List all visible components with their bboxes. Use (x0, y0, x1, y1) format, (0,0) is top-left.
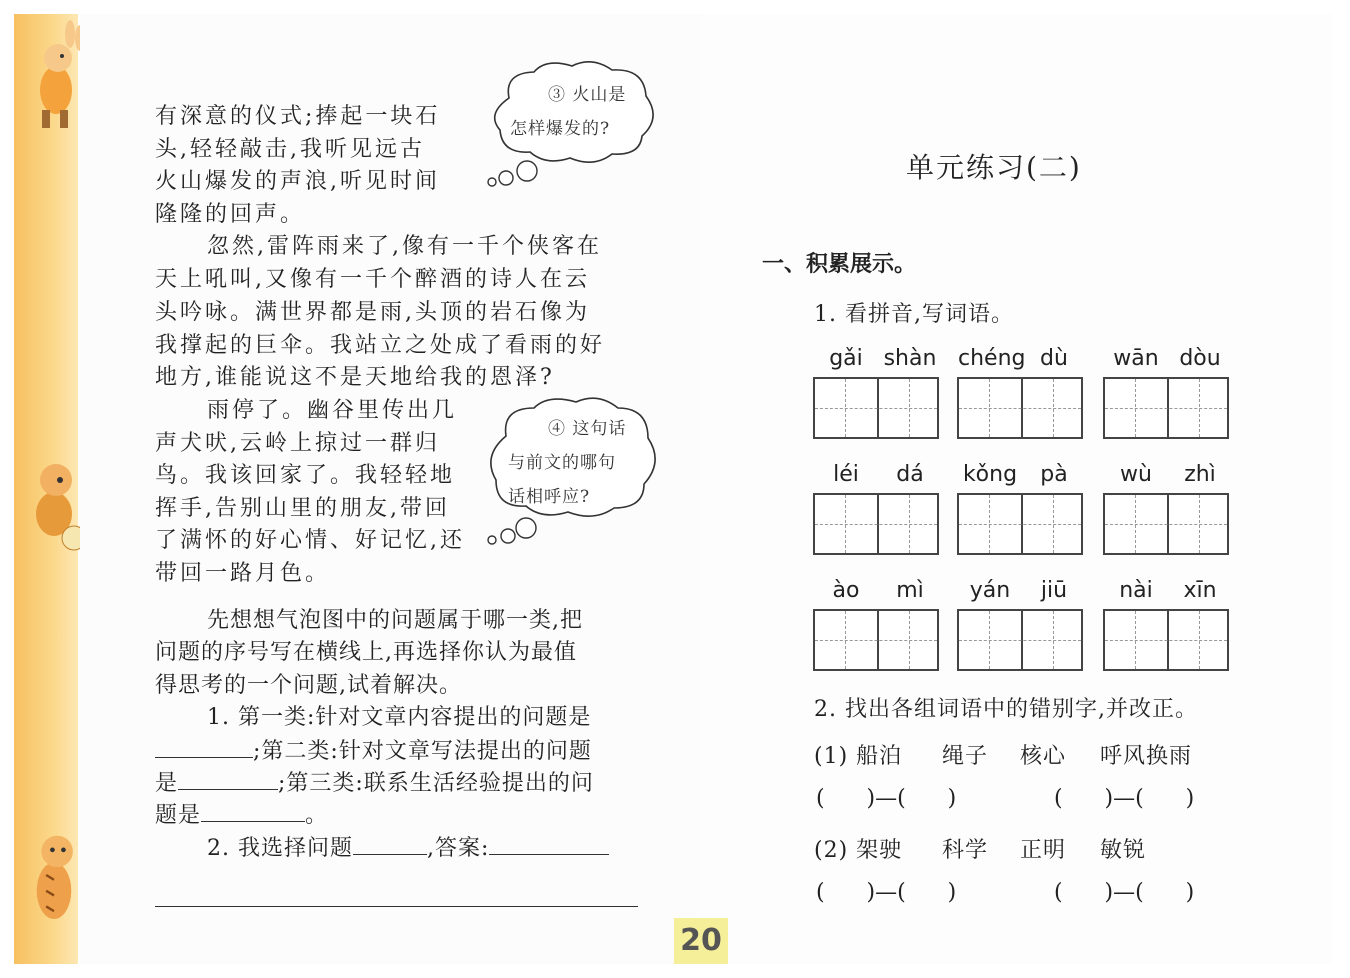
pinyin: xīn (1183, 578, 1217, 603)
page-title: 单元练习(二) (906, 151, 1082, 184)
question-1-line-2: ;第二类:针对文章写法提出的问题 (155, 735, 592, 767)
question-1-text: 1. 第一类:针对文章内容提出的问题是 (207, 705, 592, 730)
answer-parentheses[interactable]: ( )—( ) (1054, 880, 1195, 905)
text-line: 忽然,雷阵雨来了,像有一千个侠客在 (207, 234, 602, 259)
text-line: 地方,谁能说这不是天地给我的恩泽? (155, 365, 555, 390)
text-line: 声犬吠,云岭上掠过一群归 (155, 431, 440, 456)
text-line: 带回一路月色。 (155, 561, 331, 586)
writing-grid[interactable] (813, 493, 939, 555)
answer-parentheses[interactable]: ( )—( ) (816, 786, 957, 811)
pinyin: dòu (1179, 346, 1221, 371)
text-line: 头吟咏。满世界都是雨,头顶的岩石像为 (155, 300, 590, 325)
writing-grid[interactable] (957, 609, 1083, 671)
answer-line[interactable] (155, 906, 638, 907)
bubble-text: 话相呼应? (508, 487, 591, 507)
pinyin: jiū (1040, 578, 1068, 603)
pinyin: wān (1113, 346, 1159, 371)
text-line: 挥手,告别山里的朋友,带回 (155, 496, 450, 521)
writing-grid[interactable] (1103, 377, 1229, 439)
answer-blank[interactable] (178, 767, 278, 790)
group-1-word: 呼风换雨 (1100, 744, 1193, 769)
text-line: 鸟。我该回家了。我轻轻地 (155, 463, 456, 488)
page-number: 20 (674, 918, 728, 964)
pinyin: ào (832, 578, 860, 603)
writing-grid[interactable] (813, 609, 939, 671)
section-heading: 一、积累展示。 (762, 252, 917, 277)
answer-parentheses[interactable]: ( )—( ) (816, 880, 957, 905)
text-line: 有深意的仪式;捧起一块石 (155, 104, 441, 129)
pinyin: gǎi (829, 346, 863, 371)
writing-grid[interactable] (1103, 493, 1229, 555)
question-2-text: 2. 我选择问题 ,答案: (207, 832, 609, 864)
writing-grid[interactable] (813, 377, 939, 439)
pinyin: wù (1120, 462, 1152, 487)
text-line: 头,轻轻敲击,我听见远古 (155, 137, 425, 162)
bubble-text: ③ 火山是 (548, 85, 627, 105)
thought-bubble-2 (484, 396, 664, 546)
pinyin: kǒng (962, 462, 1018, 487)
writing-grid[interactable] (957, 493, 1083, 555)
group-1-word: 核心 (1020, 744, 1067, 769)
pinyin: dá (896, 462, 924, 487)
instruction-line: 问题的序号写在横线上,再选择你认为最值 (155, 640, 577, 665)
bubble-text: 与前文的哪句 (508, 453, 616, 473)
writing-grid[interactable] (1103, 609, 1229, 671)
item-1-text: 1. 看拼音,写词语。 (814, 302, 1014, 327)
thought-bubble-1 (484, 58, 664, 188)
text-line: 了满怀的好心情、好记忆,还 (155, 528, 465, 553)
answer-blank[interactable] (353, 832, 427, 855)
text-line: 火山爆发的声浪,听见时间 (155, 169, 440, 194)
group-1-word: 绳子 (942, 744, 989, 769)
pinyin: zhì (1184, 462, 1216, 487)
text-line: 雨停了。幽谷里传出几 (207, 398, 458, 423)
pinyin: shàn (883, 346, 937, 371)
pinyin: yán (969, 578, 1011, 603)
group-1-word: (1) 船泊 (814, 744, 903, 769)
group-2-word: (2) 架驶 (814, 838, 903, 863)
bubble-text: ④ 这句话 (548, 419, 627, 439)
group-2-word: 正明 (1020, 838, 1067, 863)
pinyin: mì (896, 578, 924, 603)
text-line: 天上吼叫,又像有一千个醉酒的诗人在云 (155, 267, 590, 292)
pinyin: nài (1119, 578, 1153, 603)
question-1-line-4: 题是 。 (155, 799, 328, 831)
pinyin: dù (1040, 346, 1068, 371)
answer-blank[interactable] (489, 832, 609, 855)
answer-parentheses[interactable]: ( )—( ) (1054, 786, 1195, 811)
writing-grid[interactable] (957, 377, 1083, 439)
pinyin: léi (833, 462, 859, 487)
item-2-text: 2. 找出各组词语中的错别字,并改正。 (814, 697, 1198, 722)
group-2-word: 敏锐 (1100, 838, 1147, 863)
pinyin: pà (1040, 462, 1068, 487)
instruction-line: 先想想气泡图中的问题属于哪一类,把 (207, 608, 583, 633)
group-2-word: 科学 (942, 838, 989, 863)
answer-blank[interactable] (201, 799, 305, 822)
pinyin: chéng (958, 346, 1026, 371)
answer-blank[interactable] (155, 735, 253, 758)
question-1-line-3: 是 ;第三类:联系生活经验提出的问 (155, 767, 594, 799)
bubble-text: 怎样爆发的? (510, 119, 611, 139)
text-line: 隆隆的回声。 (155, 202, 306, 227)
instruction-line: 得思考的一个问题,试着解决。 (155, 673, 462, 698)
text-line: 我撑起的巨伞。我站立之处成了看雨的好 (155, 333, 606, 358)
